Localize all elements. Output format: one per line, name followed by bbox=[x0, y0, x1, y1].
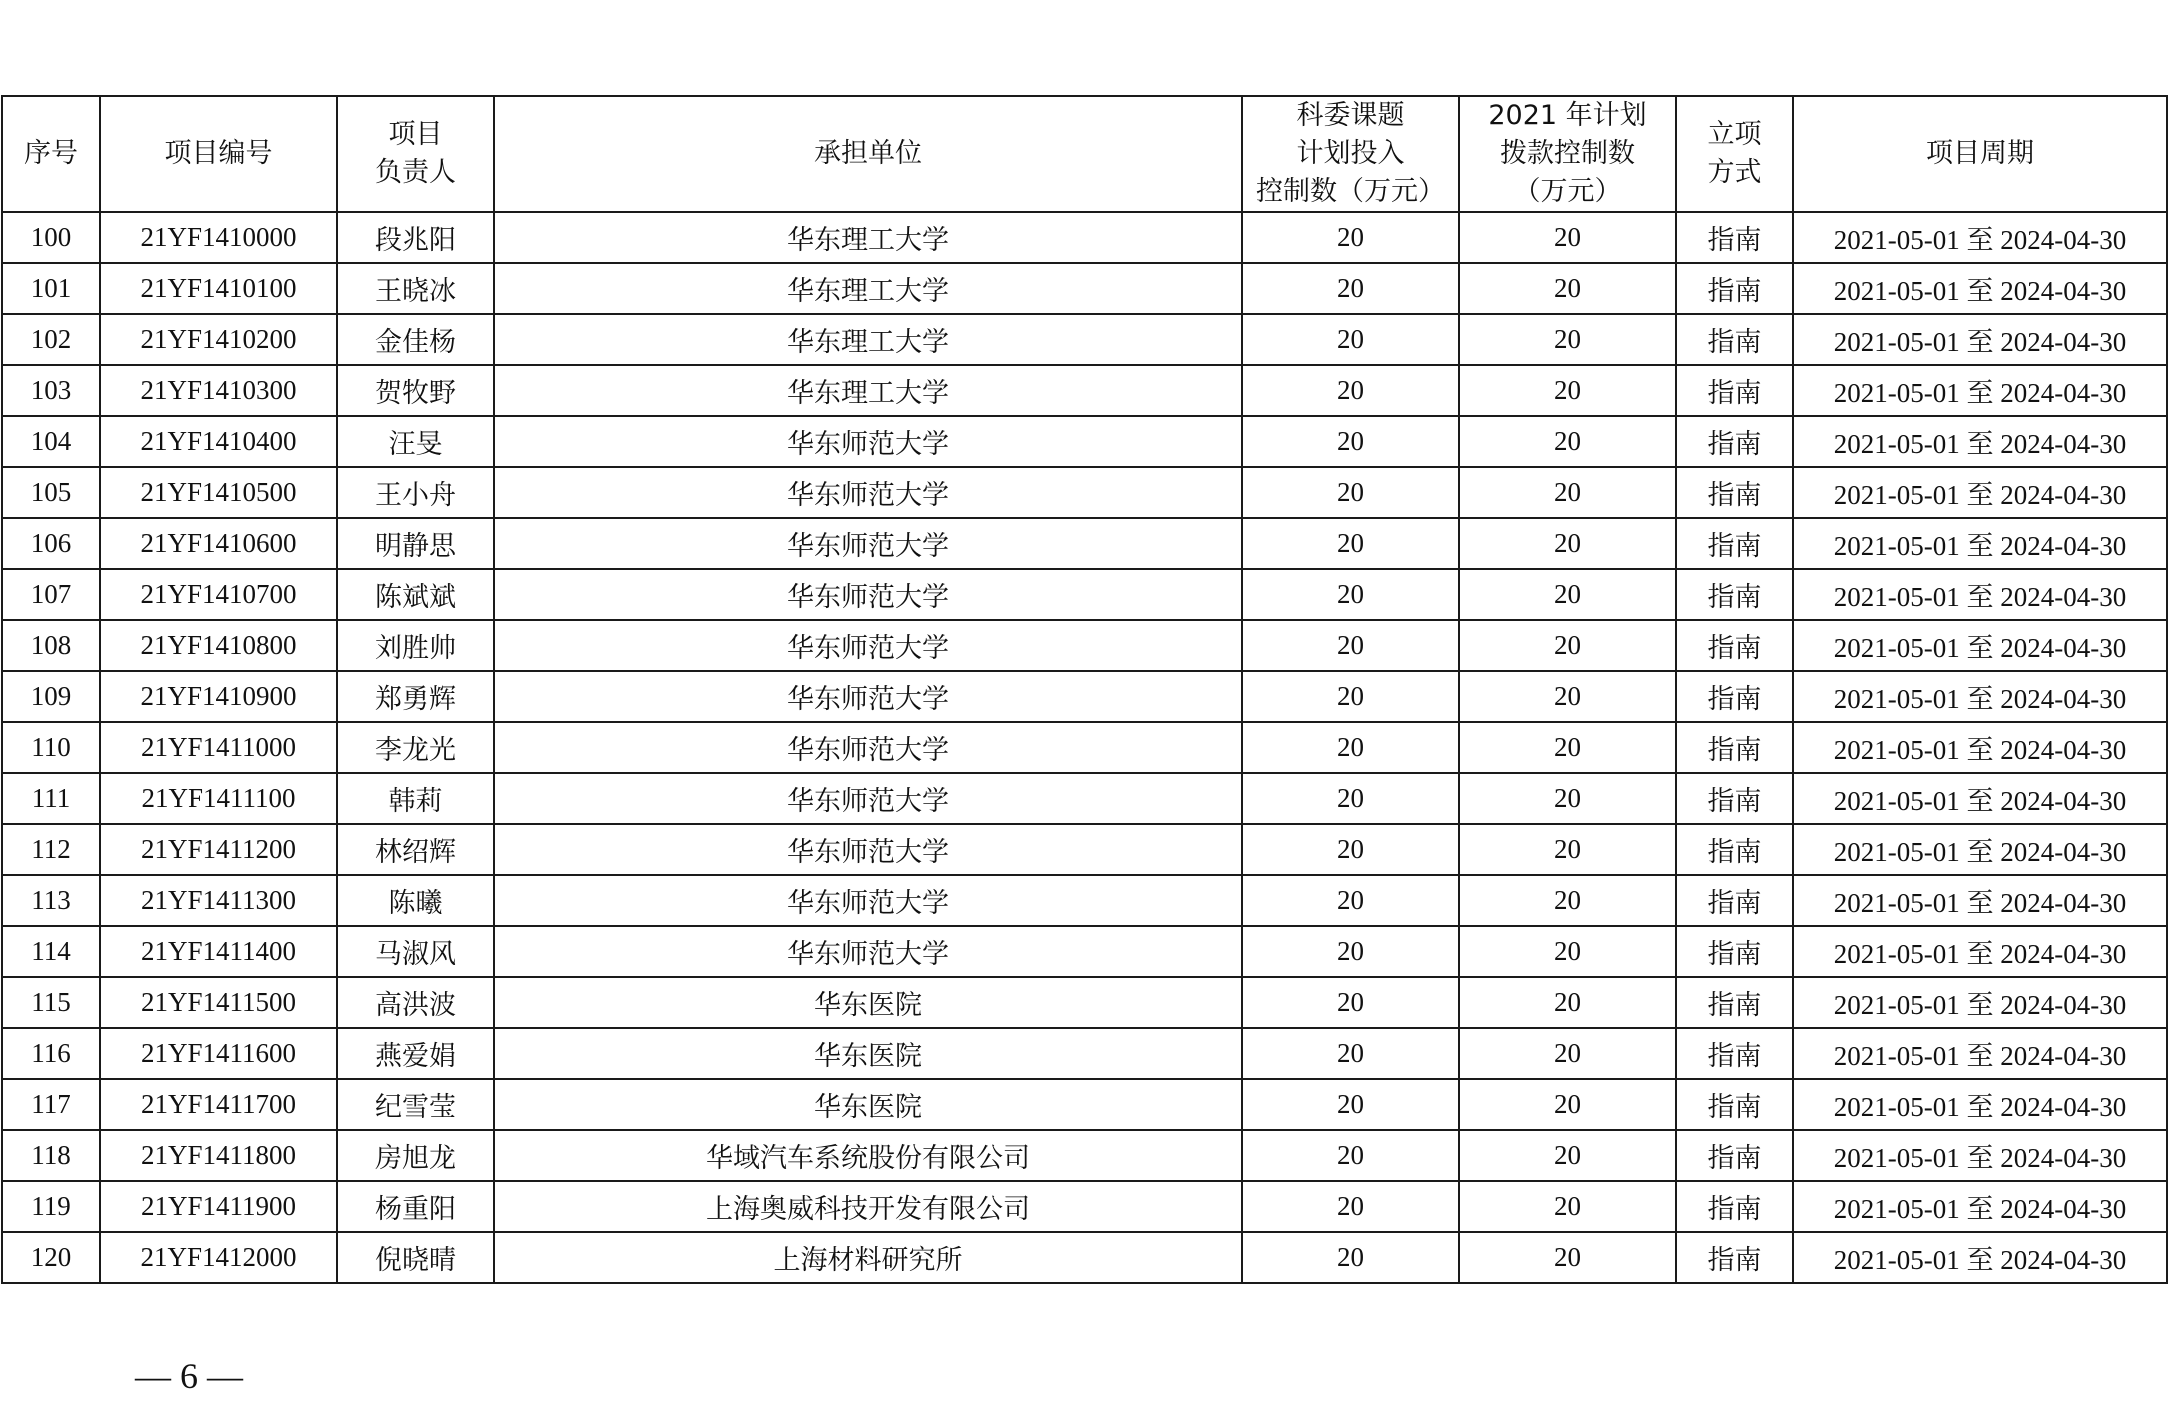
cell-fund: 20 bbox=[1459, 977, 1676, 1028]
table-row bbox=[2, 365, 2167, 416]
cell-mode: 指南 bbox=[1676, 620, 1793, 671]
cell-fund: 20 bbox=[1459, 416, 1676, 467]
cell-unit: 华东师范大学 bbox=[494, 620, 1242, 671]
cell-unit: 华东理工大学 bbox=[494, 314, 1242, 365]
cell-plan: 20 bbox=[1242, 1232, 1459, 1283]
cell-plan: 20 bbox=[1242, 824, 1459, 875]
cell-plan: 20 bbox=[1242, 1130, 1459, 1181]
table-row bbox=[2, 518, 2167, 569]
cell-code: 21YF1410000 bbox=[100, 212, 337, 263]
cell-fund: 20 bbox=[1459, 314, 1676, 365]
cell-fund: 20 bbox=[1459, 1079, 1676, 1130]
cell-fund: 20 bbox=[1459, 1028, 1676, 1079]
cell-plan: 20 bbox=[1242, 620, 1459, 671]
cell-leader: 贺牧野 bbox=[337, 365, 494, 416]
table-row bbox=[2, 671, 2167, 722]
cell-leader: 陈斌斌 bbox=[337, 569, 494, 620]
table-body bbox=[2, 212, 2167, 1283]
cell-code: 21YF1410600 bbox=[100, 518, 337, 569]
column-header-line: 序号 bbox=[24, 138, 78, 169]
cell-mode: 指南 bbox=[1676, 1079, 1793, 1130]
table-row bbox=[2, 416, 2167, 467]
table-row bbox=[2, 314, 2167, 365]
column-header-line: 拨款控制数 bbox=[1500, 138, 1635, 169]
cell-plan: 20 bbox=[1242, 671, 1459, 722]
cell-fund: 20 bbox=[1459, 1181, 1676, 1232]
cell-leader: 燕爱娟 bbox=[337, 1028, 494, 1079]
cell-unit: 华东师范大学 bbox=[494, 824, 1242, 875]
cell-mode: 指南 bbox=[1676, 1130, 1793, 1181]
cell-period: 2021-05-01 至 2024-04-30 bbox=[1793, 1232, 2167, 1283]
cell-plan: 20 bbox=[1242, 518, 1459, 569]
cell-period: 2021-05-01 至 2024-04-30 bbox=[1793, 620, 2167, 671]
cell-unit: 华东医院 bbox=[494, 1028, 1242, 1079]
column-header-line: 方式 bbox=[1707, 157, 1762, 188]
cell-period: 2021-05-01 至 2024-04-30 bbox=[1793, 875, 2167, 926]
table-row bbox=[2, 926, 2167, 977]
column-header-line: 立项 bbox=[1707, 119, 1762, 150]
cell-leader: 刘胜帅 bbox=[337, 620, 494, 671]
cell-plan: 20 bbox=[1242, 722, 1459, 773]
project-table-container bbox=[1, 95, 2166, 1284]
cell-leader: 韩莉 bbox=[337, 773, 494, 824]
cell-unit: 华东师范大学 bbox=[494, 416, 1242, 467]
cell-fund: 20 bbox=[1459, 569, 1676, 620]
cell-period: 2021-05-01 至 2024-04-30 bbox=[1793, 824, 2167, 875]
cell-leader: 房旭龙 bbox=[337, 1130, 494, 1181]
column-header-line: 2021 年计划 bbox=[1488, 100, 1647, 131]
cell-mode: 指南 bbox=[1676, 365, 1793, 416]
table-row bbox=[2, 773, 2167, 824]
cell-code: 21YF1411600 bbox=[100, 1028, 337, 1079]
cell-fund: 20 bbox=[1459, 263, 1676, 314]
cell-plan: 20 bbox=[1242, 1028, 1459, 1079]
cell-fund: 20 bbox=[1459, 1130, 1676, 1181]
cell-unit: 华东理工大学 bbox=[494, 365, 1242, 416]
cell-leader: 明静思 bbox=[337, 518, 494, 569]
cell-mode: 指南 bbox=[1676, 722, 1793, 773]
cell-seq: 113 bbox=[2, 875, 100, 926]
cell-leader: 汪旻 bbox=[337, 416, 494, 467]
column-header-line: 项目 bbox=[388, 119, 443, 150]
cell-plan: 20 bbox=[1242, 1079, 1459, 1130]
cell-plan: 20 bbox=[1242, 314, 1459, 365]
cell-leader: 段兆阳 bbox=[337, 212, 494, 263]
table-row bbox=[2, 569, 2167, 620]
cell-period: 2021-05-01 至 2024-04-30 bbox=[1793, 263, 2167, 314]
cell-mode: 指南 bbox=[1676, 212, 1793, 263]
table-row bbox=[2, 1232, 2167, 1283]
cell-period: 2021-05-01 至 2024-04-30 bbox=[1793, 314, 2167, 365]
table-row bbox=[2, 263, 2167, 314]
table-row bbox=[2, 1130, 2167, 1181]
cell-unit: 华东医院 bbox=[494, 977, 1242, 1028]
cell-mode: 指南 bbox=[1676, 773, 1793, 824]
column-header-period bbox=[1793, 96, 2167, 212]
cell-unit: 华东师范大学 bbox=[494, 875, 1242, 926]
table-row bbox=[2, 467, 2167, 518]
cell-code: 21YF1411200 bbox=[100, 824, 337, 875]
cell-unit: 华东师范大学 bbox=[494, 467, 1242, 518]
cell-period: 2021-05-01 至 2024-04-30 bbox=[1793, 467, 2167, 518]
cell-mode: 指南 bbox=[1676, 518, 1793, 569]
cell-fund: 20 bbox=[1459, 467, 1676, 518]
column-header-line: 控制数（万元） bbox=[1256, 176, 1445, 207]
cell-plan: 20 bbox=[1242, 977, 1459, 1028]
cell-seq: 114 bbox=[2, 926, 100, 977]
cell-code: 21YF1411400 bbox=[100, 926, 337, 977]
cell-unit: 华东师范大学 bbox=[494, 671, 1242, 722]
cell-mode: 指南 bbox=[1676, 977, 1793, 1028]
cell-mode: 指南 bbox=[1676, 1028, 1793, 1079]
cell-period: 2021-05-01 至 2024-04-30 bbox=[1793, 1028, 2167, 1079]
cell-unit: 华东师范大学 bbox=[494, 722, 1242, 773]
cell-fund: 20 bbox=[1459, 212, 1676, 263]
column-header-plan bbox=[1242, 96, 1459, 212]
cell-mode: 指南 bbox=[1676, 671, 1793, 722]
table-row bbox=[2, 620, 2167, 671]
column-header-line: 项目编号 bbox=[164, 138, 273, 169]
cell-period: 2021-05-01 至 2024-04-30 bbox=[1793, 722, 2167, 773]
cell-code: 21YF1410300 bbox=[100, 365, 337, 416]
cell-unit: 华域汽车系统股份有限公司 bbox=[494, 1130, 1242, 1181]
cell-seq: 105 bbox=[2, 467, 100, 518]
cell-seq: 107 bbox=[2, 569, 100, 620]
cell-leader: 郑勇辉 bbox=[337, 671, 494, 722]
cell-unit: 华东师范大学 bbox=[494, 773, 1242, 824]
cell-mode: 指南 bbox=[1676, 1181, 1793, 1232]
cell-mode: 指南 bbox=[1676, 824, 1793, 875]
cell-fund: 20 bbox=[1459, 518, 1676, 569]
cell-unit: 华东师范大学 bbox=[494, 926, 1242, 977]
table-row bbox=[2, 1028, 2167, 1079]
cell-unit: 上海材料研究所 bbox=[494, 1232, 1242, 1283]
cell-code: 21YF1411000 bbox=[100, 722, 337, 773]
cell-mode: 指南 bbox=[1676, 467, 1793, 518]
cell-period: 2021-05-01 至 2024-04-30 bbox=[1793, 977, 2167, 1028]
column-header-line: （万元） bbox=[1513, 176, 1622, 207]
cell-fund: 20 bbox=[1459, 1232, 1676, 1283]
cell-seq: 119 bbox=[2, 1181, 100, 1232]
cell-period: 2021-05-01 至 2024-04-30 bbox=[1793, 212, 2167, 263]
cell-seq: 118 bbox=[2, 1130, 100, 1181]
cell-leader: 倪晓晴 bbox=[337, 1232, 494, 1283]
cell-mode: 指南 bbox=[1676, 1232, 1793, 1283]
table-row bbox=[2, 722, 2167, 773]
cell-unit: 华东理工大学 bbox=[494, 212, 1242, 263]
cell-period: 2021-05-01 至 2024-04-30 bbox=[1793, 671, 2167, 722]
cell-mode: 指南 bbox=[1676, 926, 1793, 977]
cell-leader: 林绍辉 bbox=[337, 824, 494, 875]
cell-unit: 华东理工大学 bbox=[494, 263, 1242, 314]
cell-leader: 杨重阳 bbox=[337, 1181, 494, 1232]
cell-plan: 20 bbox=[1242, 875, 1459, 926]
cell-unit: 华东师范大学 bbox=[494, 518, 1242, 569]
cell-seq: 106 bbox=[2, 518, 100, 569]
column-header-line: 负责人 bbox=[375, 157, 456, 188]
cell-plan: 20 bbox=[1242, 212, 1459, 263]
project-table bbox=[1, 95, 2168, 1284]
table-row bbox=[2, 212, 2167, 263]
cell-seq: 112 bbox=[2, 824, 100, 875]
cell-plan: 20 bbox=[1242, 926, 1459, 977]
cell-period: 2021-05-01 至 2024-04-30 bbox=[1793, 1079, 2167, 1130]
cell-period: 2021-05-01 至 2024-04-30 bbox=[1793, 569, 2167, 620]
cell-code: 21YF1410900 bbox=[100, 671, 337, 722]
cell-fund: 20 bbox=[1459, 671, 1676, 722]
cell-code: 21YF1410100 bbox=[100, 263, 337, 314]
cell-code: 21YF1411900 bbox=[100, 1181, 337, 1232]
cell-leader: 李龙光 bbox=[337, 722, 494, 773]
cell-plan: 20 bbox=[1242, 1181, 1459, 1232]
cell-code: 21YF1411300 bbox=[100, 875, 337, 926]
column-header-line: 承担单位 bbox=[814, 138, 922, 169]
cell-seq: 120 bbox=[2, 1232, 100, 1283]
cell-period: 2021-05-01 至 2024-04-30 bbox=[1793, 365, 2167, 416]
cell-mode: 指南 bbox=[1676, 875, 1793, 926]
table-row bbox=[2, 1181, 2167, 1232]
cell-seq: 100 bbox=[2, 212, 100, 263]
cell-plan: 20 bbox=[1242, 365, 1459, 416]
column-header-leader bbox=[337, 96, 494, 212]
cell-code: 21YF1411700 bbox=[100, 1079, 337, 1130]
cell-leader: 纪雪莹 bbox=[337, 1079, 494, 1130]
cell-fund: 20 bbox=[1459, 926, 1676, 977]
cell-code: 21YF1410500 bbox=[100, 467, 337, 518]
cell-seq: 110 bbox=[2, 722, 100, 773]
table-row bbox=[2, 875, 2167, 926]
cell-leader: 王晓冰 bbox=[337, 263, 494, 314]
cell-code: 21YF1411100 bbox=[100, 773, 337, 824]
cell-leader: 高洪波 bbox=[337, 977, 494, 1028]
table-row bbox=[2, 977, 2167, 1028]
column-header-line: 项目周期 bbox=[1926, 138, 2034, 169]
cell-period: 2021-05-01 至 2024-04-30 bbox=[1793, 416, 2167, 467]
cell-plan: 20 bbox=[1242, 416, 1459, 467]
cell-unit: 上海奥威科技开发有限公司 bbox=[494, 1181, 1242, 1232]
cell-seq: 111 bbox=[2, 773, 100, 824]
cell-seq: 103 bbox=[2, 365, 100, 416]
cell-mode: 指南 bbox=[1676, 569, 1793, 620]
column-header-seq bbox=[2, 96, 100, 212]
cell-mode: 指南 bbox=[1676, 314, 1793, 365]
cell-unit: 华东师范大学 bbox=[494, 569, 1242, 620]
cell-mode: 指南 bbox=[1676, 263, 1793, 314]
cell-unit: 华东医院 bbox=[494, 1079, 1242, 1130]
cell-fund: 20 bbox=[1459, 875, 1676, 926]
cell-leader: 王小舟 bbox=[337, 467, 494, 518]
table-header-row bbox=[2, 96, 2167, 212]
cell-plan: 20 bbox=[1242, 569, 1459, 620]
cell-code: 21YF1410700 bbox=[100, 569, 337, 620]
table-row bbox=[2, 824, 2167, 875]
cell-fund: 20 bbox=[1459, 824, 1676, 875]
cell-fund: 20 bbox=[1459, 365, 1676, 416]
cell-leader: 金佳杨 bbox=[337, 314, 494, 365]
cell-seq: 115 bbox=[2, 977, 100, 1028]
cell-code: 21YF1411800 bbox=[100, 1130, 337, 1181]
cell-leader: 陈曦 bbox=[337, 875, 494, 926]
cell-code: 21YF1410200 bbox=[100, 314, 337, 365]
cell-plan: 20 bbox=[1242, 773, 1459, 824]
column-header-line: 计划投入 bbox=[1296, 138, 1405, 169]
cell-seq: 116 bbox=[2, 1028, 100, 1079]
cell-period: 2021-05-01 至 2024-04-30 bbox=[1793, 1130, 2167, 1181]
cell-fund: 20 bbox=[1459, 722, 1676, 773]
cell-period: 2021-05-01 至 2024-04-30 bbox=[1793, 518, 2167, 569]
cell-code: 21YF1410400 bbox=[100, 416, 337, 467]
cell-seq: 117 bbox=[2, 1079, 100, 1130]
cell-leader: 马淑风 bbox=[337, 926, 494, 977]
cell-code: 21YF1410800 bbox=[100, 620, 337, 671]
cell-seq: 108 bbox=[2, 620, 100, 671]
cell-seq: 104 bbox=[2, 416, 100, 467]
column-header-fund bbox=[1459, 96, 1676, 212]
table-row bbox=[2, 1079, 2167, 1130]
cell-fund: 20 bbox=[1459, 620, 1676, 671]
cell-period: 2021-05-01 至 2024-04-30 bbox=[1793, 773, 2167, 824]
page-number: — 6 — bbox=[135, 1356, 243, 1396]
cell-mode: 指南 bbox=[1676, 416, 1793, 467]
cell-code: 21YF1411500 bbox=[100, 977, 337, 1028]
column-header-line: 科委课题 bbox=[1296, 100, 1405, 131]
column-header-code bbox=[100, 96, 337, 212]
cell-plan: 20 bbox=[1242, 263, 1459, 314]
cell-period: 2021-05-01 至 2024-04-30 bbox=[1793, 926, 2167, 977]
cell-code: 21YF1412000 bbox=[100, 1232, 337, 1283]
cell-seq: 109 bbox=[2, 671, 100, 722]
column-header-unit bbox=[494, 96, 1242, 212]
column-header-mode bbox=[1676, 96, 1793, 212]
cell-plan: 20 bbox=[1242, 467, 1459, 518]
cell-seq: 101 bbox=[2, 263, 100, 314]
cell-period: 2021-05-01 至 2024-04-30 bbox=[1793, 1181, 2167, 1232]
cell-fund: 20 bbox=[1459, 773, 1676, 824]
cell-seq: 102 bbox=[2, 314, 100, 365]
